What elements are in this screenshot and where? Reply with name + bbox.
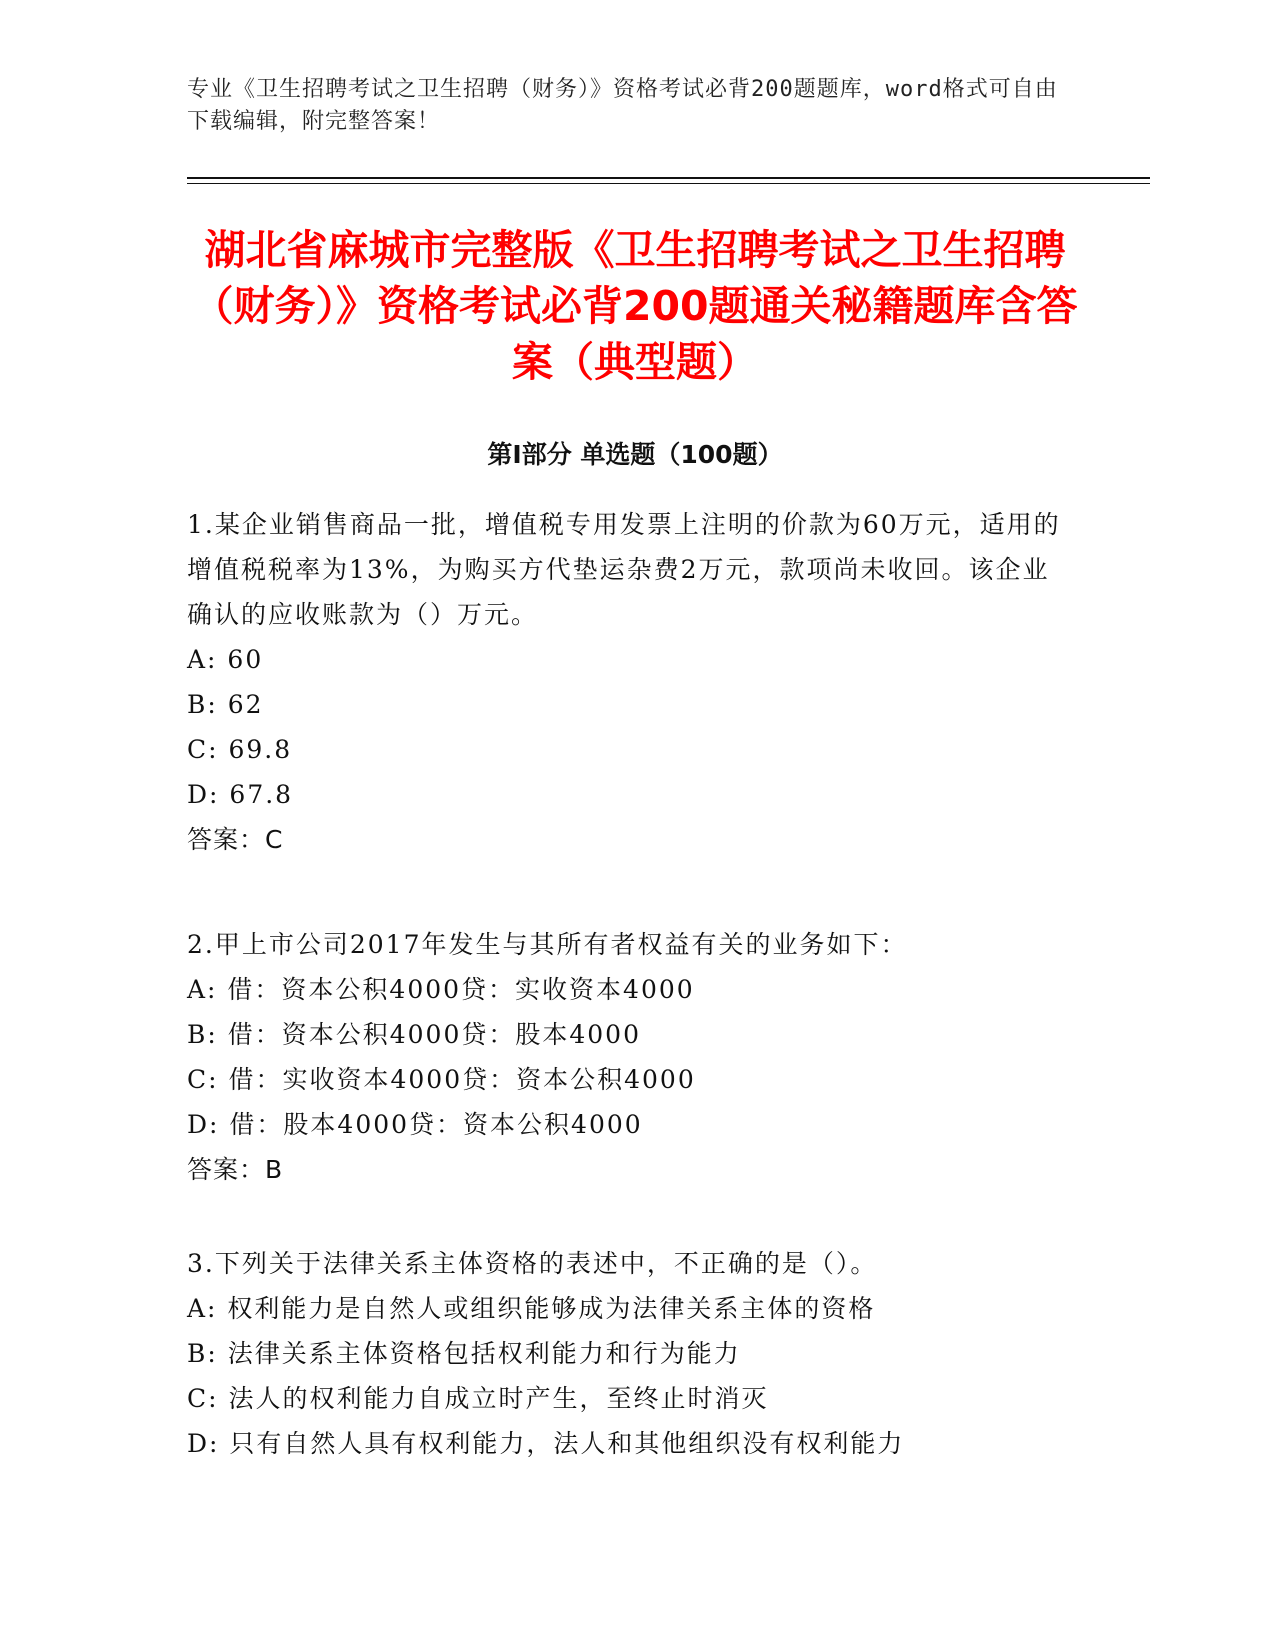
question-stem: 1.某企业销售商品一批，增值税专用发票上注明的价款为60万元，适用的增值税税率为13%，为购买方代垫运杂费2万元，款项尚未收回。该企业确认的应收账款为（）万元。 bbox=[187, 510, 1061, 629]
question-1 bbox=[187, 502, 1067, 862]
header-divider-thin bbox=[187, 183, 1150, 184]
answer: 答案：B bbox=[187, 1155, 284, 1184]
question-3 bbox=[187, 1241, 1067, 1466]
option-d: D: 67.8 bbox=[187, 780, 294, 809]
option-a: A: 60 bbox=[187, 645, 264, 674]
option-d: D: 借：股本4000贷：资本公积4000 bbox=[187, 1110, 643, 1139]
section-title: 第Ⅰ部分 单选题（100题） bbox=[487, 440, 783, 469]
question-2 bbox=[187, 922, 1067, 1192]
header-note: 专业《卫生招聘考试之卫生招聘（财务）》资格考试必背200题题库，word格式可自由下载编辑，附完整答案！ bbox=[187, 77, 1058, 134]
option-a: A: 权利能力是自然人或组织能够成为法律关系主体的资格 bbox=[187, 1294, 876, 1323]
option-b: B: 借：资本公积4000贷：股本4000 bbox=[187, 1020, 641, 1049]
option-c: C: 法人的权利能力自成立时产生，至终止时消灭 bbox=[187, 1384, 769, 1413]
question-stem: 3.下列关于法律关系主体资格的表述中，不正确的是（）。 bbox=[187, 1249, 878, 1278]
question-stem: 2.甲上市公司2017年发生与其所有者权益有关的业务如下： bbox=[187, 930, 908, 959]
option-c: C: 69.8 bbox=[187, 735, 293, 764]
option-b: B: 法律关系主体资格包括权利能力和行为能力 bbox=[187, 1339, 741, 1368]
option-c: C: 借：实收资本4000贷：资本公积4000 bbox=[187, 1065, 696, 1094]
option-b: B: 62 bbox=[187, 690, 264, 719]
answer: 答案：C bbox=[187, 825, 284, 854]
option-d: D: 只有自然人具有权利能力，法人和其他组织没有权利能力 bbox=[187, 1429, 905, 1458]
option-a: A: 借：资本公积4000贷：实收资本4000 bbox=[187, 975, 695, 1004]
header-divider-thick bbox=[187, 177, 1150, 179]
document-title: 湖北省麻城市完整版《卫生招聘考试之卫生招聘（财务）》资格考试必背200题通关秘籍题库含答案（典型题） bbox=[192, 226, 1078, 386]
